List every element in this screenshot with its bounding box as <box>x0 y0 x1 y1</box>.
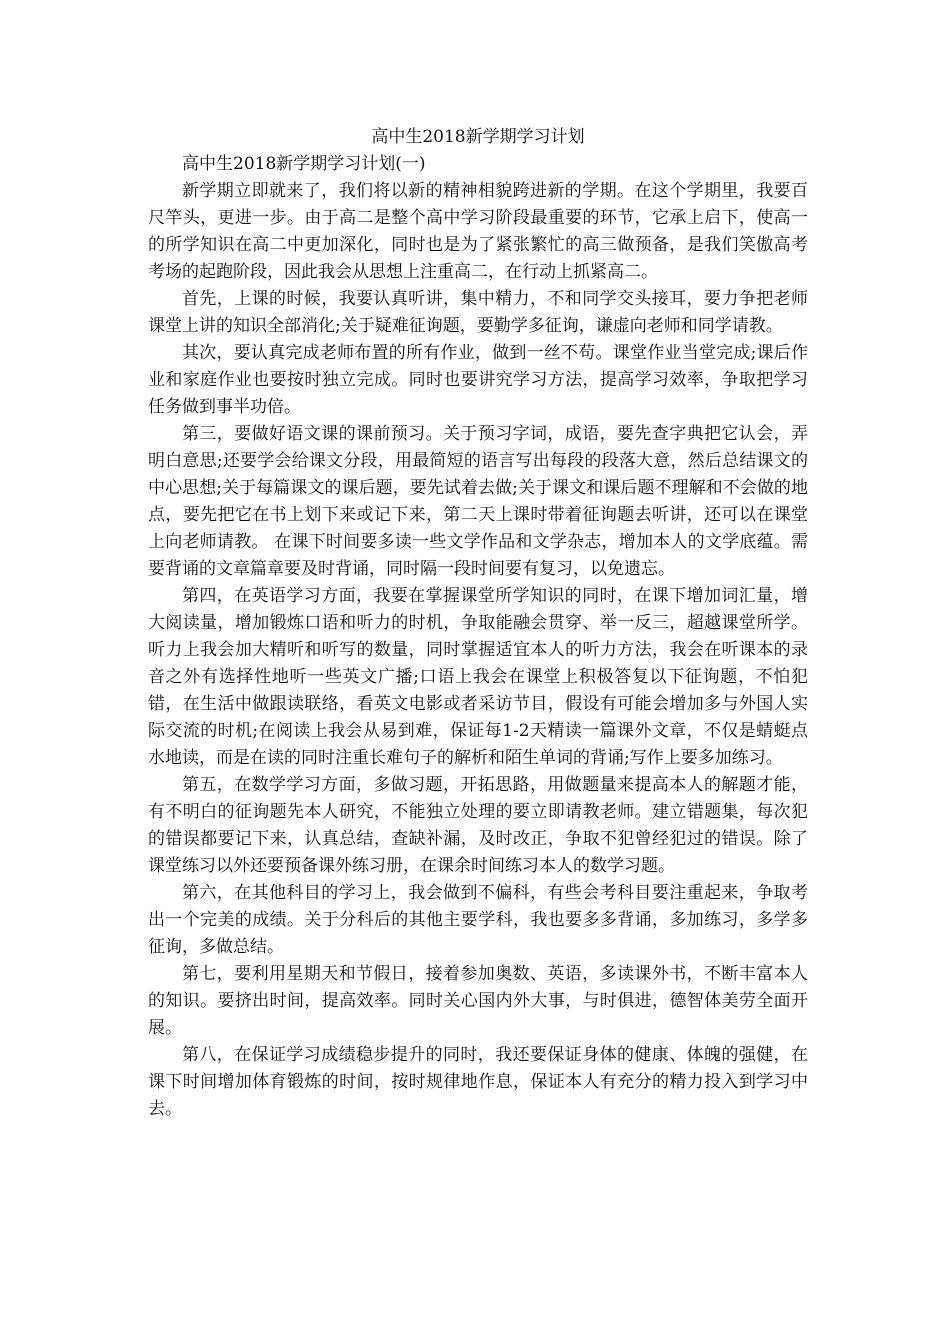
paragraph-4: 第三，要做好语文课的课前预习。关于预习字词，成语，要先查字典把它认会，弄明白意思;还要学会给课文分段，用最简短的语言写出每段的段落大意，然后总结课文的中心思想;关于每篇课文的课后题，要先试着去做;关于课文和课后题不理解和不会做的地点，要先把它在书上划下来或记下来，第二天上课时带着征询题去听讲，还可以在课堂上向老师请教。 在课下时间要多读一些文学作品和文学杂志，增加本人的文学底蕴。需要背诵的文章篇章要及时背诵，同时隔一段时间要有复习，以免遗忘。 <box>148 424 808 579</box>
paragraph-8: 第七，要利用星期天和节假日，接着参加奥数、英语，多读课外书，不断丰富本人的知识。要挤出时间，提高效率。同时关心国内外大事，与时俱进，德智体美劳全面开展。 <box>148 964 808 1038</box>
paragraph-7: 第六，在其他科目的学习上，我会做到不偏科，有些会考科目要注重起来，争取考出一个完美的成绩。关于分科后的其他主要学科，我也要多多背诵，多加练习，多学多征询，多做总结。 <box>148 883 808 957</box>
document-page <box>148 124 808 1123</box>
paragraph-5: 第四，在英语学习方面，我要在掌握课堂所学知识的同时，在课下增加词汇量，增大阅读量，增加锻炼口语和听力的时机，争取能融会贯穿、举一反三，超越课堂所学。听力上我会加大精听和听写的数量，同时掌握适宜本人的听力方法，我会在听课本的录音之外有选择性地听一些英文广播;口语上我会在课堂上积极答复以下征询题，不怕犯错，在生活中做跟读联络，看英文电影或者采访节目，假设有可能会增加多与外国人实际交流的时机;在阅读上我会从易到难，保证每1-2天精读一篇课外文章，不仅是蜻蜓点水地读，而是在读的同时注重长难句子的解析和陌生单词的背诵;写作上要多加练习。 <box>148 586 808 768</box>
paragraph-2: 首先，上课的时候，我要认真听讲，集中精力，不和同学交头接耳，要力争把老师课堂上讲的知识全部消化;关于疑难征询题，要勤学多征询，谦虚向老师和同学请教。 <box>148 289 808 336</box>
paragraph-3: 其次，要认真完成老师布置的所有作业，做到一丝不苟。课堂作业当堂完成;课后作业和家庭作业也要按时独立完成。同时也要讲究学习方法，提高学习效率，争取把学习任务做到事半功倍。 <box>148 343 808 417</box>
document-title: 高中生2018新学期学习计划 <box>371 127 585 147</box>
paragraph-1: 新学期立即就来了，我们将以新的精神相貌跨进新的学期。在这个学期里，我要百尺竿头，更进一步。由于高二是整个高中学习阶段最重要的环节，它承上启下，使高一的所学知识在高二中更加深化，同时也是为了紧张繁忙的高三做预备，是我们笑傲高考考场的起跑阶段，因此我会从思想上注重高二，在行动上抓紧高二。 <box>148 181 808 282</box>
paragraph-6: 第五，在数学学习方面，多做习题，开拓思路，用做题量来提高本人的解题才能，有不明白的征询题先本人研究，不能独立处理的要立即请教老师。建立错题集，每次犯的错误都要记下来，认真总结，查缺补漏，及时改正，争取不犯曾经犯过的错误。除了课堂练习以外还要预备课外练习册，在课余时间练习本人的数学习题。 <box>148 775 808 876</box>
document-subtitle: 高中生2018新学期学习计划(一) <box>182 154 426 174</box>
paragraph-9: 第八，在保证学习成绩稳步提升的同时，我还要保证身体的健康、体魄的强健，在课下时间增加体育锻炼的时间，按时规律地作息，保证本人有充分的精力投入到学习中去。 <box>148 1045 808 1119</box>
